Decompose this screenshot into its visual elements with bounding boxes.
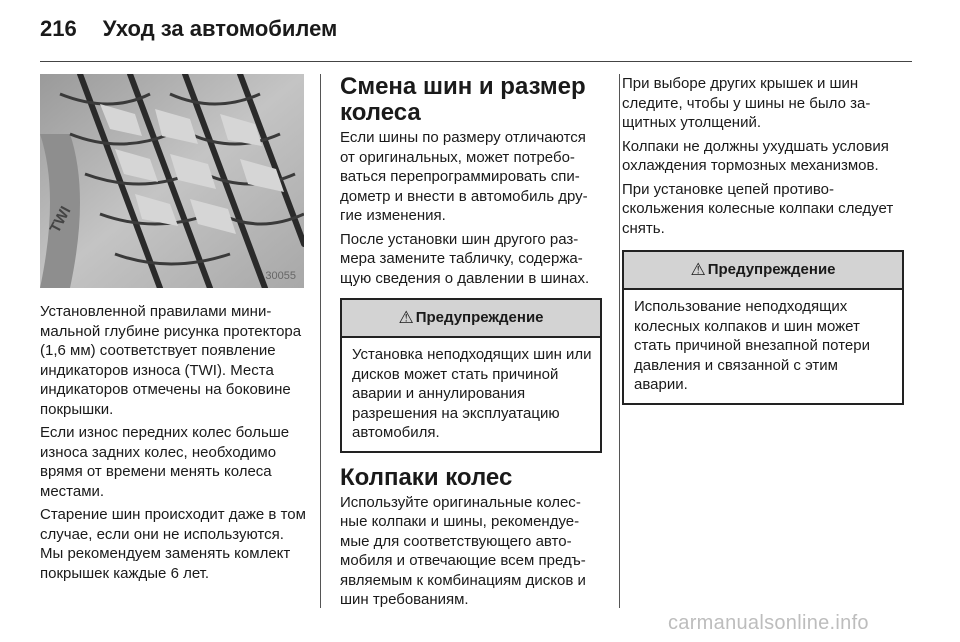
paragraph: Колпаки не должны ухудшать условия охлаждения тормозных механизмов. (622, 137, 889, 174)
heading-hubcaps: Колпаки колес (340, 463, 513, 491)
warning-title: Предупреждение (415, 309, 544, 327)
paragraph: Старение шин происходит даже в том случае, если они не используются. Мы рекомендуем заменять комлект покрышек каждые 6 лет. (40, 506, 306, 582)
section-title: Уход за автомобилем (102, 16, 338, 41)
column-left (40, 74, 306, 587)
column-middle (340, 74, 602, 614)
header-rule (40, 61, 912, 62)
column-divider-2 (619, 74, 620, 608)
heading-tire-change: Смена шин и размер колеса (340, 73, 586, 126)
warning-box (622, 250, 904, 405)
column-right (622, 74, 904, 417)
column-divider-1 (320, 74, 321, 608)
paragraph: При выборе других крышек и шин следите, чтобы у шины не было защитных утолщений. (622, 75, 871, 131)
tire-tread-illustration (40, 74, 304, 288)
paragraph: После установки шин другого размера замените табличку, содержащую сведения о давлении в шинах. (340, 230, 590, 287)
paragraph: Установленной правилами минимальной глубине рисунка протектора (1,6 мм) соответствует появление индикаторов износа (TWI). Места индикаторов отмечены на боковине покрышки. (40, 303, 302, 418)
warning-box (340, 298, 602, 453)
warning-title: Предупреждение (707, 261, 836, 279)
warning-header (624, 252, 902, 290)
page-number: 216 (40, 16, 77, 41)
watermark: carmanualsonline.info (668, 612, 869, 634)
figure-code: 30055 (265, 269, 296, 282)
paragraph: Если износ передних колес больше износа задних колес, необходимо врямя от времени менять колеса местами. (40, 424, 290, 500)
warning-text: Установка неподходящих шин или дисков может стать причиной аварии и аннулирования разрешения на эксплуатацию автомобиля. (352, 346, 592, 441)
page-header (40, 16, 337, 46)
paragraph: При установке цепей противоскольжения колесные колпаки следует снять. (622, 180, 894, 237)
tire-tread-figure (40, 74, 304, 288)
twi-marking: TWI (46, 203, 75, 236)
paragraph: Используйте оригинальные колесные колпаки и шины, рекомендуемые для соответствующего автомобиля и отвечающие всем предъявляемым к комбинациям дисков и шин требованиям. (340, 493, 586, 608)
warning-header (342, 300, 600, 338)
warning-text: Использование неподходящих колесных колпаков и шин может стать причиной внезапной потери давления и связанной с этим аварии. (634, 298, 870, 393)
warning-triangle-icon: ⚠ (690, 260, 706, 280)
paragraph: Если шины по размеру отличаются от оригинальных, может потребоваться перепрограммировать спидометр и внести в автомобиль другие изменения. (340, 129, 588, 224)
warning-triangle-icon: ⚠ (398, 308, 414, 328)
